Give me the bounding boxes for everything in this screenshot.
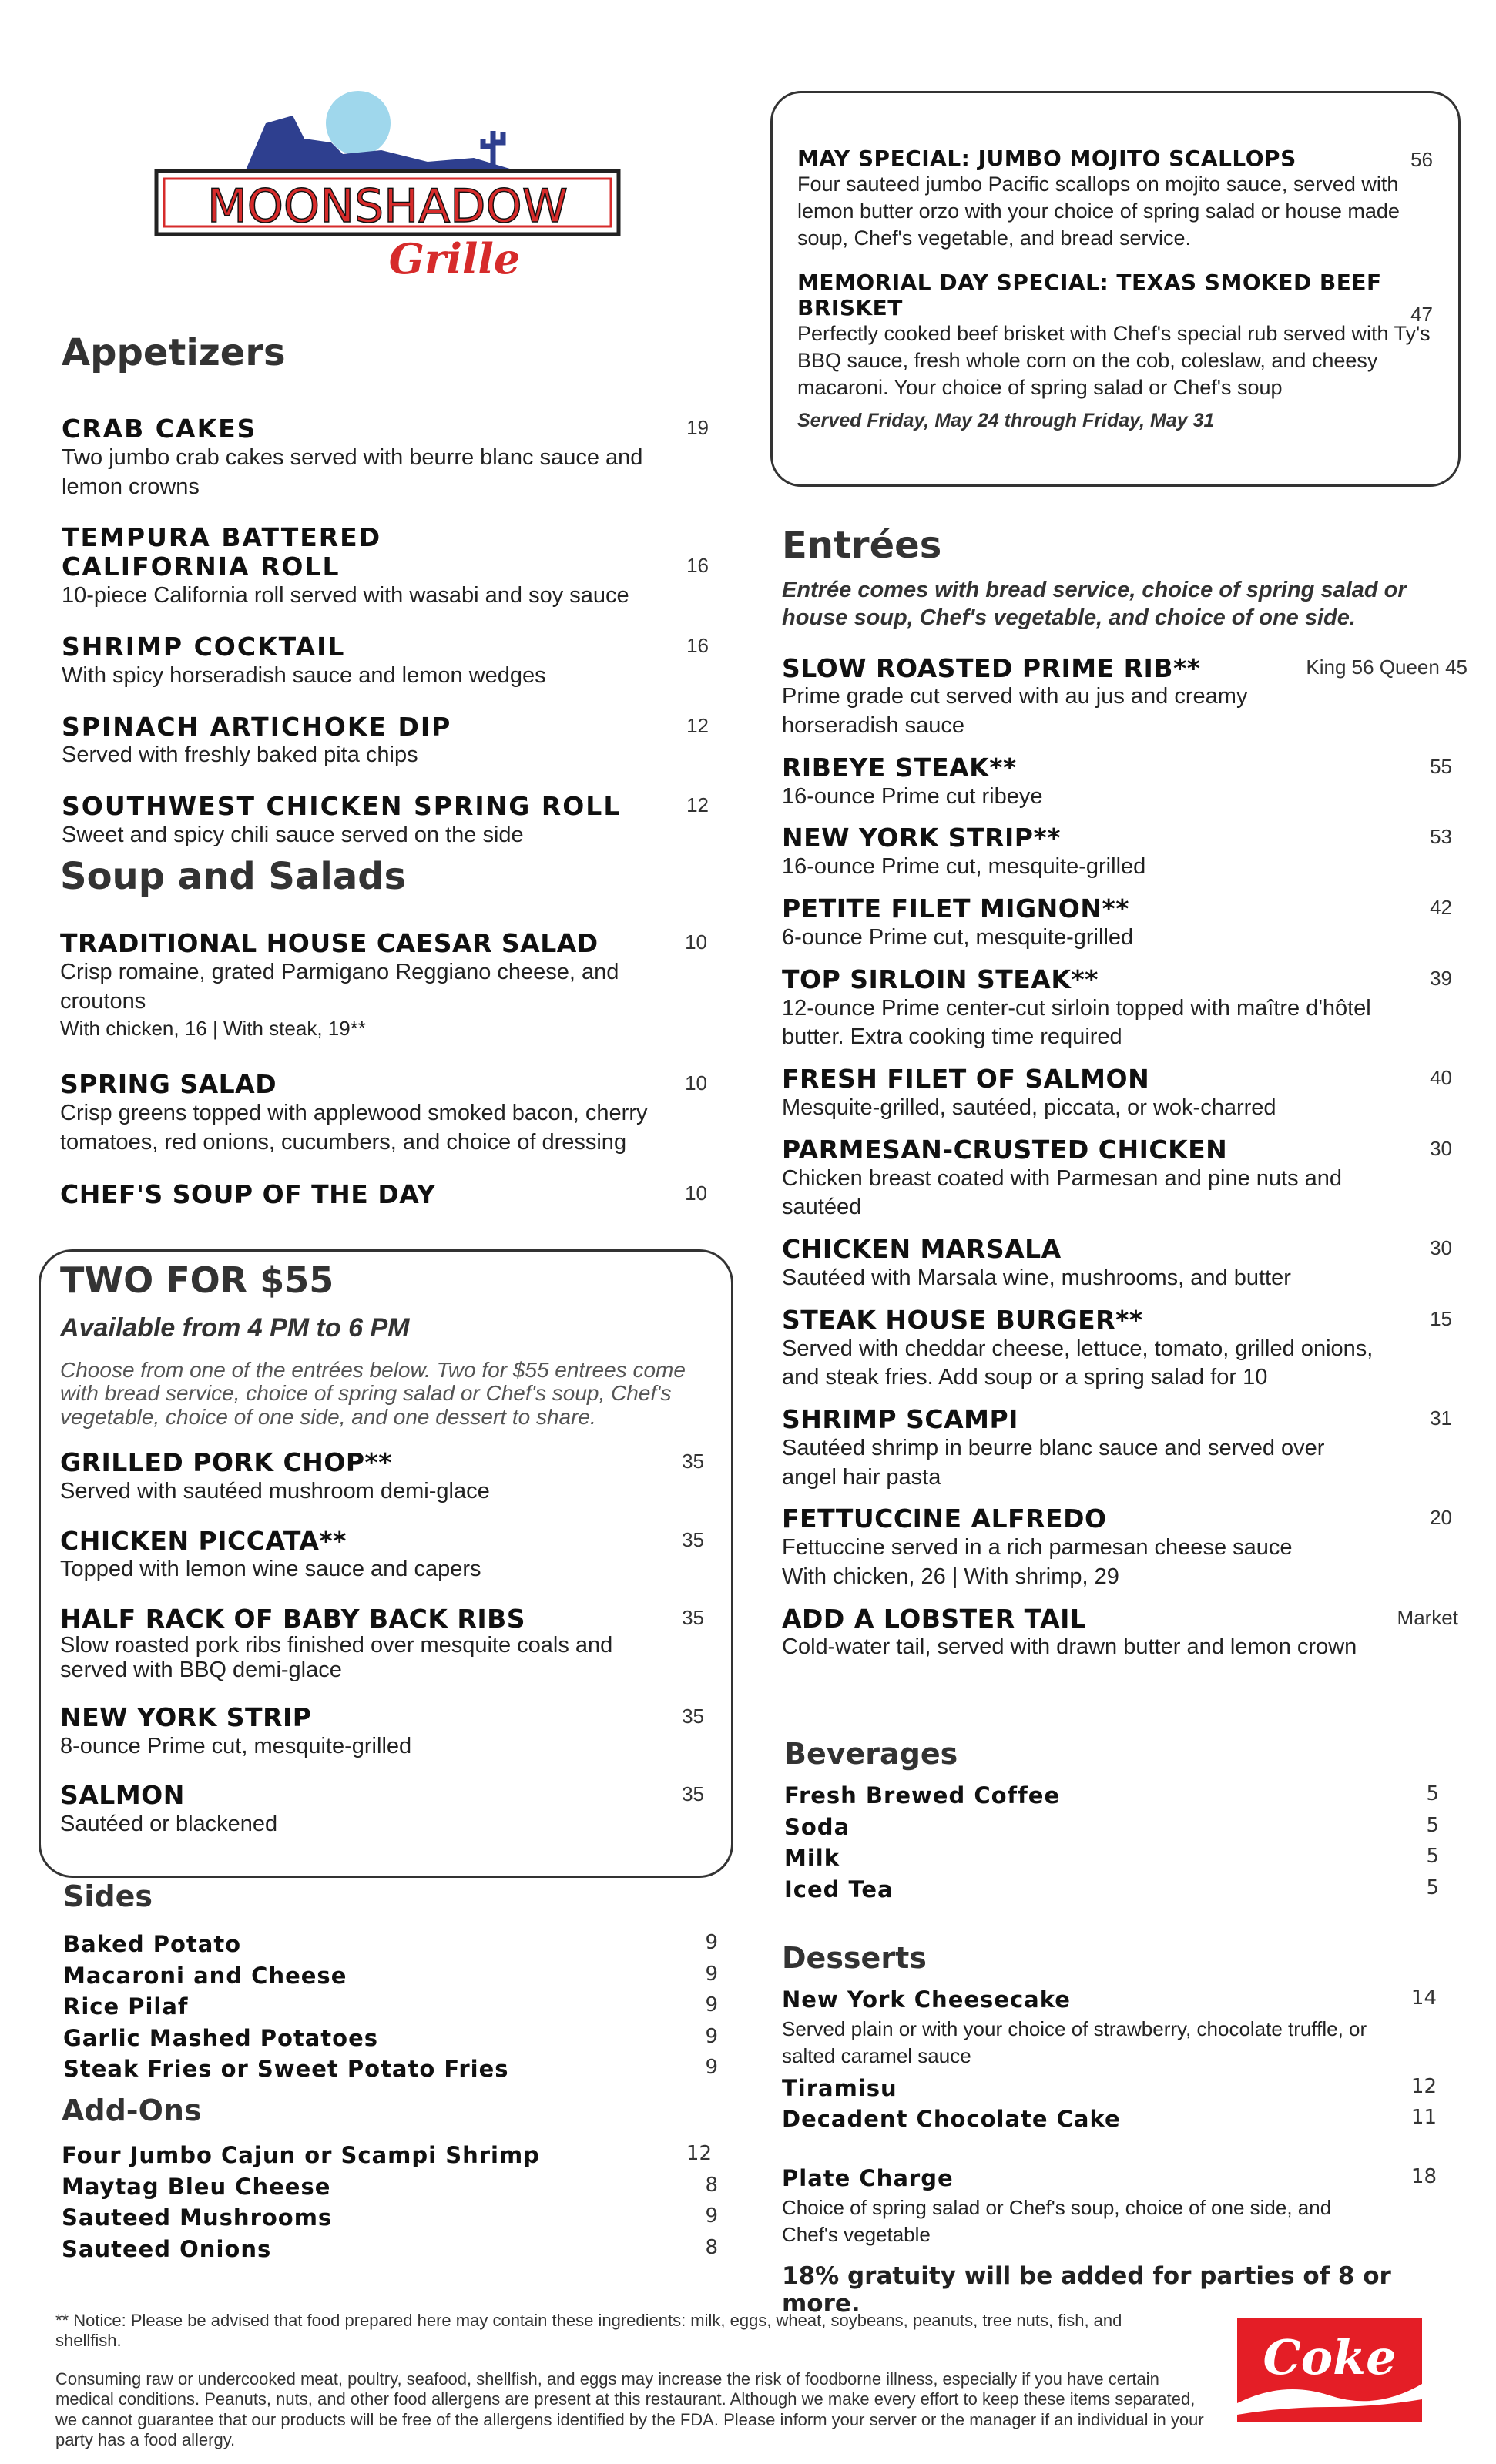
item-price: 31 [1430,1406,1452,1430]
menu-item [782,894,1452,953]
special-item [797,270,1433,401]
item-price: 30 [1430,1235,1452,1259]
item-desc: Served with cheddar cheese, lettuce, tomato, grilled onions, and steak fries. Add soup or a spring salad for 10 [782,1336,1374,1390]
item-desc: Choice of spring salad or Chef's soup, choice of one side, and Chef's vegetable [782,2195,1332,2246]
item-name: STEAK HOUSE BURGER** [782,1304,1143,1335]
menu-item [782,1235,1452,1293]
item-desc: Fettuccine served in a rich parmesan cheese sauce [782,1535,1293,1561]
beverages-section [784,1737,1439,1905]
item-name: HALF RACK OF BABY BACK RIBS [60,1604,526,1634]
item-price: 5 [1426,1813,1439,1837]
menu-item [782,1504,1452,1591]
item-extra: With chicken, 26 | With shrimp, 29 [782,1564,1119,1589]
soups-section [60,855,707,1209]
side-item [63,1929,718,1960]
item-name: Plate Charge [782,2164,954,2191]
menu-item [782,652,1467,741]
item-name: CHEF'S SOUP OF THE DAY [60,1179,436,1210]
item-price: 9 [705,1931,718,1954]
entrees-section [782,524,1467,1662]
allergen-notice: ** Notice: Please be advised that food prepared here may contain these ingredients: milk, eggs, wheat, soybeans, peanuts, tree nuts, fish, and shellfish. [55,2311,1122,2351]
item-name: Milk [784,1845,840,1872]
menu-item [782,823,1452,882]
item-name: RIBEYE STEAK** [782,752,1017,783]
item-desc: Mesquite-grilled, sautéed, piccata, or wok-charred [782,1095,1276,1120]
item-desc: Sautéed shrimp in beurre blanc sauce and served over angel hair pasta [782,1435,1325,1490]
item-desc: 10-piece California roll served with wasabi and soy sauce [62,583,629,608]
addons-section [62,2094,718,2265]
item-name: SPINACH ARTICHOKE DIP [62,711,452,742]
dessert-item [782,2104,1444,2135]
menu-item [62,414,709,501]
item-name: Tiramisu [782,2074,897,2101]
item-name: SOUTHWEST CHICKEN SPRING ROLL [62,791,622,822]
special-price: 56 [1410,148,1433,171]
item-name: CRAB CAKES [62,414,257,444]
item-name: SHRIMP SCAMPI [782,1403,1018,1434]
consumer-disclaimer: Consuming raw or undercooked meat, poultry, seafood, shellfish, and eggs may increase the risk of foodborne illness, especially if you have certain medical conditions. Peanuts, nuts, and other food allergens are present at this restaurant. Although we make every effort to keep these items separated, we cannot guarantee that our products will be free of the allergens identified by the FDA. Please inform your server or the manager if an individual in your party has a food allergy. [55,2369,1204,2450]
menu-item [60,1070,707,1157]
item-name: Baked Potato [63,1931,242,1957]
item-desc: Sautéed with Marsala wine, mushrooms, and butter [782,1265,1291,1290]
item-name: Steak Fries or Sweet Potato Fries [63,2056,509,2083]
item-desc: Topped with lemon wine sauce and capers [60,1557,481,1582]
logo-sub: Grille [388,234,521,283]
addon-item [62,2202,718,2234]
item-price: 19 [686,416,709,439]
item-price: 14 [1410,1986,1437,2010]
item-name: SPRING SALAD [60,1069,277,1100]
item-extra: With chicken, 16 | With steak, 19** [60,1017,366,1041]
item-price: 10 [685,930,707,954]
special-desc: Perfectly cooked beef brisket with Chef's special rub served with Ty's BBQ sauce, fresh whole corn on the cob, coleslaw, and cheesy macaroni. Your choice of spring salad or Chef's soup [797,321,1431,400]
item-price: 12 [686,793,709,817]
gratuity-note: 18% gratuity will be added for parties of 8 or more. [782,2261,1391,2318]
plate-charge [782,2163,1444,2248]
item-name: PETITE FILET MIGNON** [782,893,1129,924]
item-price: King 56 Queen 45 [1306,655,1467,679]
soups-title: Soup and Salads [60,855,407,898]
item-name: CHICKEN MARSALA [782,1233,1062,1264]
menu-item [782,1603,1458,1663]
item-name: New York Cheesecake [782,1986,1071,2013]
item-desc: Served with freshly baked pita chips [62,743,418,768]
item-name: Sauteed Mushrooms [62,2204,333,2231]
item-name: Iced Tea [784,1876,894,1902]
item-price: 55 [1430,754,1452,778]
dessert-item [782,1984,1444,2016]
item-desc: Crisp romaine, grated Parmigano Reggiano cheese, and croutons [60,959,619,1014]
item-price: 12 [686,2142,712,2165]
item-desc: Served with sautéed mushroom demi-glace [60,1478,490,1504]
item-name: PARMESAN-CRUSTED CHICKEN [782,1134,1228,1165]
item-name: TOP SIRLOIN STEAK** [782,964,1099,994]
menu-item [782,1306,1452,1393]
beverage-item [784,1812,1439,1843]
item-name: Sauteed Onions [62,2235,272,2262]
item-name: Macaroni and Cheese [63,1962,347,1989]
beverages-title: Beverages [784,1737,958,1771]
sides-title: Sides [63,1879,153,1913]
addon-item [62,2234,718,2265]
special-desc: Four sauteed jumbo Pacific scallops on mojito sauce, served with lemon butter orzo with your choice of spring salad or house made soup, Chef's vegetable, and bread service. [797,173,1400,250]
item-desc: 16-ounce Prime cut, mesquite-grilled [782,854,1146,880]
item-price: 39 [1430,966,1452,990]
menu-item [60,1180,707,1209]
logo [150,85,643,293]
item-price: 35 [682,1449,704,1473]
item-desc: Sweet and spicy chili sauce served on the side [62,823,524,848]
menu-item [62,712,709,771]
item-price: 8 [705,2173,718,2197]
entrees-title: Entrées [782,524,942,567]
item-desc: Sautéed or blackened [60,1812,278,1837]
item-desc: 16-ounce Prime cut ribeye [782,783,1043,809]
side-item [63,1960,718,1992]
item-name: CHICKEN PICCATA** [60,1525,347,1556]
item-price: 5 [1426,1876,1439,1899]
item-desc: Chicken breast coated with Parmesan and pine nuts and sautéed [782,1165,1343,1220]
coke-logo [1237,2318,1422,2422]
item-desc: 6-ounce Prime cut, mesquite-grilled [782,925,1134,950]
item-name: FETTUCCINE ALFREDO [782,1504,1107,1534]
desserts-section [782,1941,1444,2318]
item-name: SALMON [60,1780,185,1811]
item-name: NEW YORK STRIP** [782,823,1061,853]
item-name: SLOW ROASTED PRIME RIB** [782,652,1201,683]
addon-item [62,2140,718,2171]
item-price: 40 [1430,1066,1452,1089]
item-desc: Two jumbo crab cakes served with beurre blanc sauce and lemon crowns [62,444,643,499]
item-price: 12 [1410,2074,1437,2098]
item-price: 53 [1430,825,1452,849]
two-for-content [60,1259,723,1839]
menu-item [62,792,709,850]
item-price: 11 [1410,2106,1437,2130]
item-price: 9 [705,2024,718,2048]
item-price: 18 [1410,2164,1437,2188]
item-price: 10 [685,1071,707,1095]
logo-graphic [150,85,643,293]
item-name: GRILLED PORK CHOP** [60,1447,393,1477]
item-desc: With spicy horseradish sauce and lemon wedges [62,662,546,688]
menu-item [60,1781,723,1839]
sides-section [63,1879,718,2085]
menu-item [60,1448,723,1507]
moon-icon [326,91,391,156]
item-price: 30 [1430,1136,1452,1160]
menu-item [782,753,1452,812]
item-price: 15 [1430,1306,1452,1330]
entrees-note: Entrée comes with bread service, choice of spring salad or house soup, Chef's vegetable, and choice of one side. [782,578,1407,631]
item-price: 5 [1426,1782,1439,1805]
item-price: 42 [1430,896,1452,920]
menu-item [60,1604,723,1683]
menu-item [60,1527,723,1585]
item-name: Fresh Brewed Coffee [784,1782,1061,1809]
item-price: 35 [682,1527,704,1551]
menu-item [782,1135,1452,1222]
side-item [63,1991,718,2023]
item-price: Market [1397,1605,1458,1629]
item-price: 10 [685,1182,707,1205]
item-price: 16 [686,633,709,657]
item-price: 9 [705,1962,718,1986]
beverage-item [784,1874,1439,1906]
menu-item [62,632,709,691]
item-price: 9 [705,2204,718,2228]
item-name: SHRIMP COCKTAIL [62,631,346,662]
item-name: Maytag Bleu Cheese [62,2173,331,2200]
item-name: FRESH FILET OF SALMON [782,1064,1150,1094]
item-desc: 12-ounce Prime center-cut sirloin topped with maître d'hôtel butter. Extra cooking time required [782,995,1371,1050]
coke-text: Coke [1263,2329,1397,2385]
addons-title: Add-Ons [62,2094,202,2127]
item-price: 20 [1430,1506,1452,1530]
addon-item [62,2171,718,2203]
item-desc: Prime grade cut served with au jus and creamy horseradish sauce [782,684,1248,739]
item-name: TEMPURA BATTERED CALIFORNIA ROLL [62,522,382,582]
menu-item [782,965,1452,1052]
side-item [63,2053,718,2085]
item-name: Soda [784,1813,850,1840]
item-price: 5 [1426,1845,1439,1869]
item-desc: Crisp greens topped with applewood smoked bacon, cherry tomatoes, red onions, cucumbers, and choice of dressing [60,1101,648,1155]
item-price: 9 [705,1993,718,2017]
specials-content [797,146,1433,433]
menu-item [782,1064,1452,1123]
menu-item [60,1703,723,1762]
appetizers-section [62,331,709,850]
dessert-item [782,2073,1444,2104]
item-desc: Cold-water tail, served with drawn butter and lemon crown [782,1634,1357,1660]
beverage-item [784,1842,1439,1874]
menu-item [782,1405,1452,1492]
desserts-title: Desserts [782,1941,927,1975]
item-desc: 8-ounce Prime cut, mesquite-grilled [60,1733,412,1758]
item-name: Garlic Mashed Potatoes [63,2024,379,2051]
two-for-availability: Available from 4 PM to 6 PM [60,1313,410,1343]
item-name: Rice Pilaf [63,1993,189,2020]
specials-note: Served Friday, May 24 through Friday, May 31 [797,410,1215,432]
side-item [63,2023,718,2054]
appetizers-title: Appetizers [62,331,286,374]
two-for-note: Choose from one of the entrées below. Two for $55 entrees come with bread service, choice of spring salad or Chef's soup, Chef's vegetable, choice of one side, and one dessert to share. [60,1357,686,1430]
item-name: Four Jumbo Cajun or Scampi Shrimp [62,2142,540,2168]
item-desc: Slow roasted pork ribs finished over mesquite coals and served with BBQ demi-glace [60,1633,613,1682]
item-name: TRADITIONAL HOUSE CAESAR SALAD [60,928,599,958]
logo-name: MOONSHADOW [206,179,569,233]
special-item [797,146,1433,252]
item-name: NEW YORK STRIP [60,1701,312,1732]
item-price: 35 [682,1704,704,1728]
two-for-title: TWO FOR $55 [60,1259,334,1301]
item-price: 35 [682,1782,704,1806]
item-desc: Served plain or with your choice of strawberry, chocolate truffle, or salted caramel sauce [782,2016,1367,2067]
menu-item [62,523,709,611]
special-price: 47 [1410,303,1433,327]
item-price: 9 [705,2056,718,2080]
special-name: MEMORIAL DAY SPECIAL: TEXAS SMOKED BEEF BRISKET [797,270,1382,320]
item-price: 8 [705,2235,718,2259]
special-name: MAY SPECIAL: JUMBO MOJITO SCALLOPS [797,146,1296,171]
item-price: 12 [686,713,709,737]
item-price: 35 [682,1606,704,1630]
menu-item [60,929,707,1042]
item-price: 16 [686,554,709,578]
item-name: ADD A LOBSTER TAIL [782,1603,1087,1634]
beverage-item [784,1780,1439,1812]
item-name: Decadent Chocolate Cake [782,2106,1121,2133]
